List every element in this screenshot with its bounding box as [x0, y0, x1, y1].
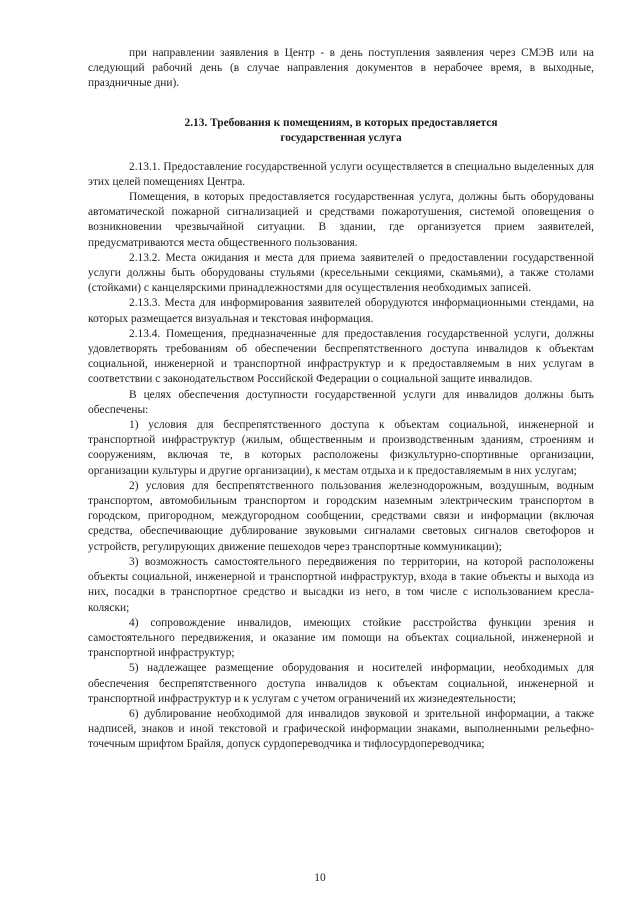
document-page — [88, 46, 594, 753]
paragraph-accessibility-intro: В целях обеспечения доступности государственной услуги для инвалидов должны быть обеспечены: — [88, 388, 594, 416]
list-item-5: 5) надлежащее размещение оборудования и носителей информации, необходимых для обеспечения беспрепятственного доступа инвалидов к объектам социальной, инженерной и транспортной инфраструктур и к услугам с учетом ограничений их жизнедеятельности; — [88, 662, 594, 705]
paragraph-premises-equipment: Помещения, в которых предоставляется государственная услуга, должны быть оборудованы автоматической пожарной сигнализацией и средствами пожаротушения, системой оповещения о возникновении чрезвычайной ситуации. В здании, где организуется прием заявителей, предусматриваются места общественного пользования. — [88, 191, 594, 249]
list-item-6: 6) дублирование необходимой для инвалидов звуковой и зрительной информации, а также надписей, знаков и иной текстовой и графической информации знаками, выполненными рельефно-точечным шрифтом Брайля, допуск сурдопереводчика и тифлосурдопереводчика; — [88, 707, 594, 751]
page-number: 10 — [314, 872, 326, 884]
list-item-3: 3) возможность самостоятельного передвижения по территории, на которой расположены объекты социальной, инженерной и транспортной инфраструктур, входа в такие объекты и выхода из них, посадки в транспортное средство и высадки из него, в том числе с использованием кресла-коляски; — [88, 555, 594, 614]
list-item-4: 4) сопровождение инвалидов, имеющих стойкие расстройства функции зрения и самостоятельного передвижения, и оказание им помощи на объектах социальной, инженерной и транспортной инфраструктур; — [88, 616, 594, 660]
section-heading-line-1: 2.13. Требования к помещениям, в которых предоставляется — [184, 116, 498, 129]
paragraph-2-13-2: 2.13.2. Места ожидания и места для приема заявителей о предоставлении государственной услуги должны быть оборудованы стульями (кресельными секциями, скамьями), а также столами (стойками) с канцелярскими принадлежностями для осуществления необходимых записей. — [88, 251, 594, 295]
paragraph-2-13-3: 2.13.3. Места для информирования заявителей оборудуются информационными стендами, на которых размещается визуальная и текстовая информация. — [88, 297, 594, 325]
list-item-2: 2) условия для беспрепятственного пользования железнодорожным, воздушным, водным транспортом, автомобильным транспортом и городским наземным электрическим транспортом в городском, пригородном, междугородном сообщении, средствами связи и информации (включая средства, обеспечивающие дублирование звуковыми сигналами световых сигналов светофоров и устройств, регулирующих движение пешеходов через транспортные коммуникации); — [88, 479, 594, 553]
section-heading-line-2: государственная услуга — [280, 131, 402, 144]
list-item-1: 1) условия для беспрепятственного доступа к объектам социальной, инженерной и транспортной инфраструктур (жилым, общественным и производственным зданиям, строениям и сооружениям, включая те, в которых расположены физкультурно-спортивные организации, организации культуры и другие организации), к местам отдыха и к предоставляемым в них услугам; — [88, 419, 594, 477]
paragraph-2-13-1: 2.13.1. Предоставление государственной услуги осуществляется в специально выделенных для этих целей помещениях Центра. — [88, 160, 594, 188]
paragraph-2-13-4: 2.13.4. Помещения, предназначенные для предоставления государственной услуги, должны удовлетворять требованиям об обеспечении беспрепятственного доступа инвалидов к объектам социальной, инженерной и транспортной инфраструктур и к предоставляемым в них услугам в соответствии с законодательством Российской Федерации о социальной защите инвалидов. — [88, 327, 594, 386]
section-heading — [88, 116, 594, 146]
intro-paragraph: при направлении заявления в Центр - в день поступления заявления через СМЭВ или на следующий рабочий день (в случае направления документов в нерабочее время, в выходные, праздничные дни). — [88, 47, 594, 90]
